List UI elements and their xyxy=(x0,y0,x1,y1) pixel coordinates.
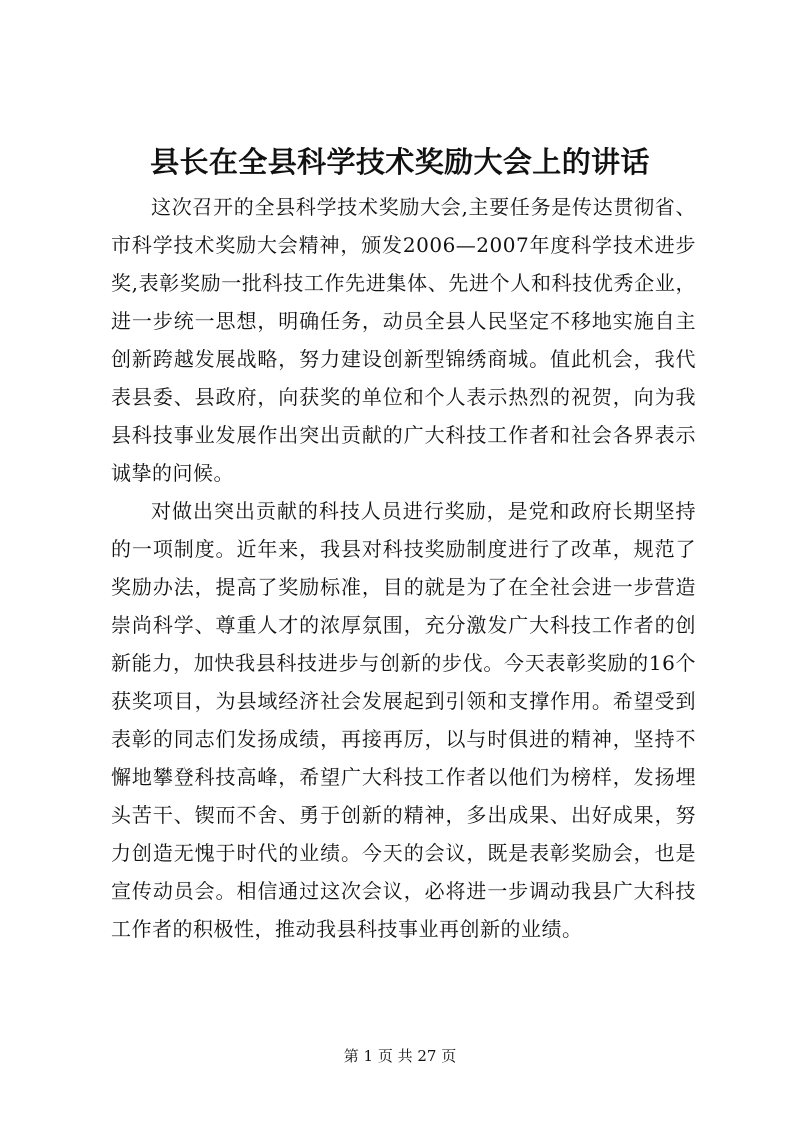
document-title: 县长在全县科学技术奖励大会上的讲话 xyxy=(150,145,650,179)
paragraph-2: 对做出突出贡献的科技人员进行奖励，是党和政府长期坚持的一项制度。近年来，我县对科技奖励制度进行了改革，规范了奖励办法，提高了奖励标准，目的就是为了在全社会进一步营造崇尚科学、尊重人才的浓厚氛围，充分激发广大科技工作者的创新能力，加快我县科技进步与创新的步伐。今天表彰奖励的16个获奖项目，为县域经济社会发展起到引领和支撑作用。希望受到表彰的同志们发扬成绩，再接再厉，以与时俱进的精神，坚持不懈地攀登科技高峰，希望广大科技工作者以他们为榜样，发扬埋头苦干、锲而不舍、勇于创新的精神，多出成果、出好成果，努力创造无愧于时代的业绩。今天的会议，既是表彰奖励会，也是宣传动员会。相信通过这次会议，必将进一步调动我县广大科技工作者的积极性，推动我县科技事业再创新的业绩。 xyxy=(111,499,696,941)
page-number-footer: 第 1 页 共 27 页 xyxy=(343,1047,457,1065)
document-body xyxy=(111,188,696,948)
paragraph-1: 这次召开的全县科学技术奖励大会,主要任务是传达贯彻省、市科学技术奖励大会精神，颁发2006—2007年度科学技术进步奖,表彰奖励一批科技工作先进集体、先进个人和科技优秀企业，进一步统一思想，明确任务，动员全县人民坚定不移地实施自主创新跨越发展战略，努力建设创新型锦绣商城。值此机会，我代表县委、县政府，向获奖的单位和个人表示热烈的祝贺，向为我县科技事业发展作出突出贡献的广大科技工作者和社会各界表示诚挚的问候。 xyxy=(111,195,696,485)
